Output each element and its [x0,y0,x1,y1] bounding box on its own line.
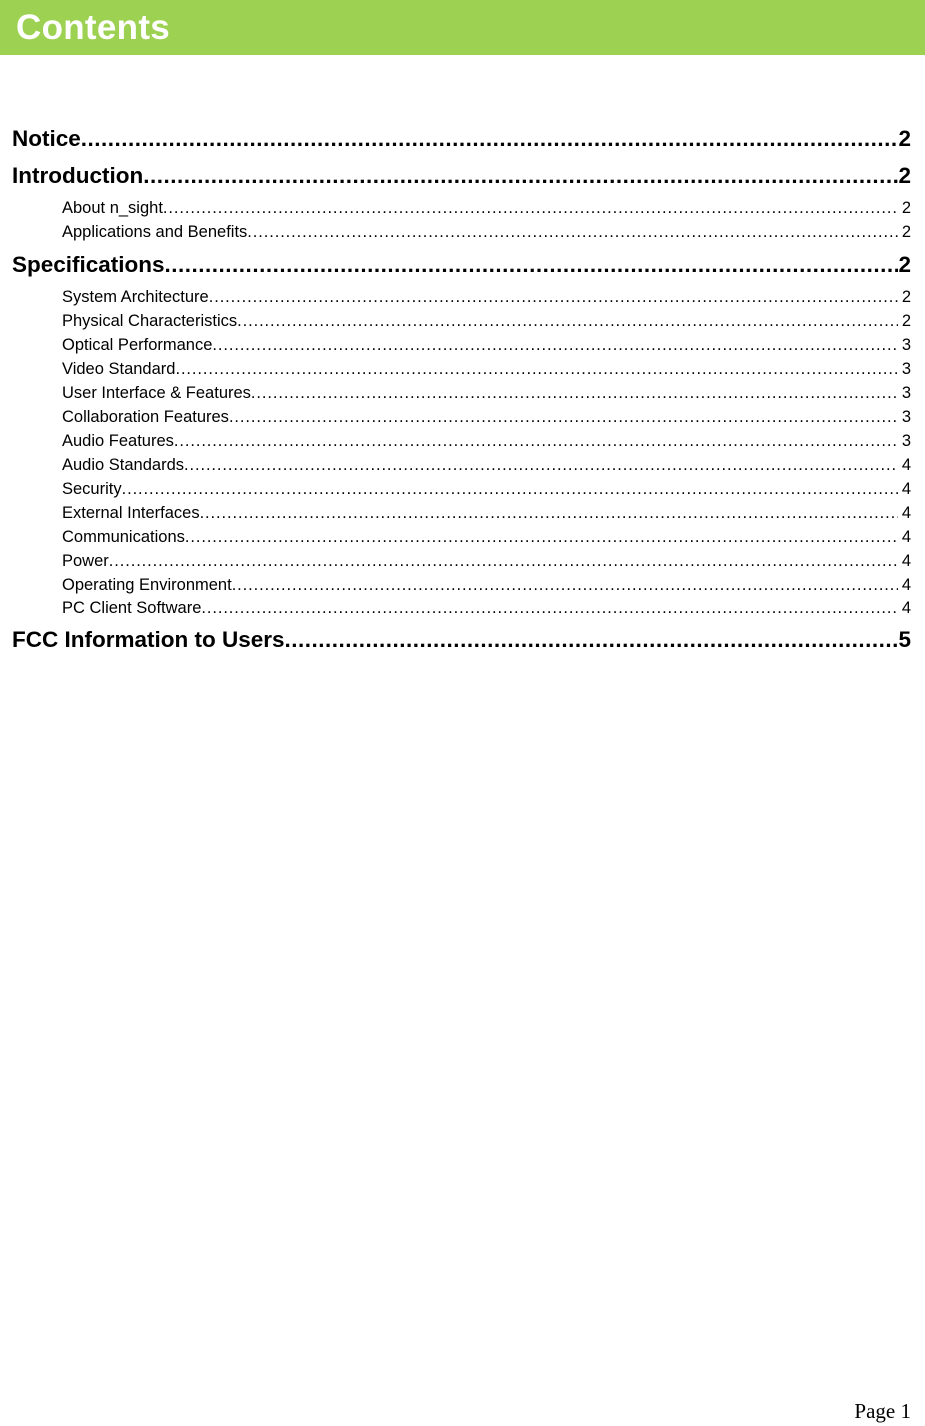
toc-page-number: 3 [901,408,911,426]
toc-entry-notice[interactable] [12,124,911,154]
toc-page-number: 4 [901,576,911,594]
toc-page-number: 2 [901,288,911,306]
toc-dot-leader [212,334,897,356]
toc-entry-label: Specifications [12,252,165,277]
toc-entry-introduction[interactable] [12,161,911,191]
toc-dot-leader [285,625,899,655]
toc-dot-leader [163,197,898,219]
toc-dot-leader [185,526,898,548]
toc-entry-label: Applications and Benefits [62,223,248,241]
toc-dot-leader [175,358,897,380]
toc-page-number: 2 [901,199,911,217]
toc-dot-leader [200,502,898,524]
toc-dot-leader [201,597,897,619]
contents-header-bar [0,0,925,55]
page-number-footer: Page 1 [854,1399,911,1423]
toc-dot-leader [237,310,898,332]
toc-page-number: 4 [901,599,911,617]
toc-dot-leader [174,430,898,452]
toc-dot-leader [81,124,899,154]
toc-entry-label: Optical Performance [62,336,213,354]
page-title: Contents [16,8,171,47]
toc-entry-operating-environment[interactable] [62,574,911,596]
toc-entry-pc-client-software[interactable] [62,597,911,619]
toc-page-number: 4 [901,504,911,522]
toc-page-number: 5 [898,627,911,652]
toc-entry-label: About n_sight [62,199,163,217]
toc-dot-leader [165,250,899,280]
toc-entry-audio-standards[interactable] [62,454,911,476]
toc-page-number: 3 [901,384,911,402]
toc-page-number: 3 [901,336,911,354]
toc-dot-leader [229,406,898,428]
toc-page-number: 2 [898,252,911,277]
toc-page-number: 3 [901,360,911,378]
toc-entry-user-interface-features[interactable] [62,382,911,404]
toc-entry-label: Power [62,552,109,570]
toc-entry-label: FCC Information to Users [12,627,285,652]
toc-entry-system-architecture[interactable] [62,286,911,308]
toc-entry-physical-characteristics[interactable] [62,310,911,332]
toc-entry-optical-performance[interactable] [62,334,911,356]
toc-entry-fcc-information-to-users[interactable] [12,625,911,655]
toc-entry-audio-features[interactable] [62,430,911,452]
toc-page-number: 2 [901,312,911,330]
toc-dot-leader [247,221,898,243]
toc-dot-leader [184,454,898,476]
toc-entry-label: Security [62,480,122,498]
toc-entry-security[interactable] [62,478,911,500]
toc-entry-label: External Interfaces [62,504,200,522]
toc-page-number: 4 [901,528,911,546]
toc-entry-about-n-sight[interactable] [62,197,911,219]
toc-dot-leader [122,478,898,500]
toc-page-number: 2 [898,163,911,188]
toc-entry-communications[interactable] [62,526,911,548]
toc-dot-leader [143,161,898,191]
toc-dot-leader [232,574,898,596]
toc-entry-label: Physical Characteristics [62,312,238,330]
toc-entry-label: Operating Environment [62,576,232,594]
toc-dot-leader [251,382,898,404]
toc-entry-label: Collaboration Features [62,408,229,426]
toc-entry-power[interactable] [62,550,911,572]
toc-entry-video-standard[interactable] [62,358,911,380]
toc-entry-label: Notice [12,126,81,151]
toc-page-number: 4 [901,480,911,498]
toc-entry-label: System Architecture [62,288,209,306]
toc-dot-leader [109,550,898,572]
toc-page-number: 2 [901,223,911,241]
toc-page-number: 4 [901,456,911,474]
toc-entry-label: User Interface & Features [62,384,251,402]
toc-entry-collaboration-features[interactable] [62,406,911,428]
toc-entry-label: Audio Features [62,432,174,450]
toc-entry-external-interfaces[interactable] [62,502,911,524]
toc-entry-specifications[interactable] [12,250,911,280]
toc-entry-label: Communications [62,528,185,546]
toc-page-number: 2 [898,126,911,151]
toc-entry-label: Audio Standards [62,456,185,474]
toc-entry-applications-and-benefits[interactable] [62,221,911,243]
toc-dot-leader [209,286,898,308]
toc-page-number: 4 [901,552,911,570]
toc-entry-label: Introduction [12,163,144,188]
toc-page-number: 3 [901,432,911,450]
toc-entry-label: Video Standard [62,360,176,378]
toc-entry-label: PC Client Software [62,599,202,617]
